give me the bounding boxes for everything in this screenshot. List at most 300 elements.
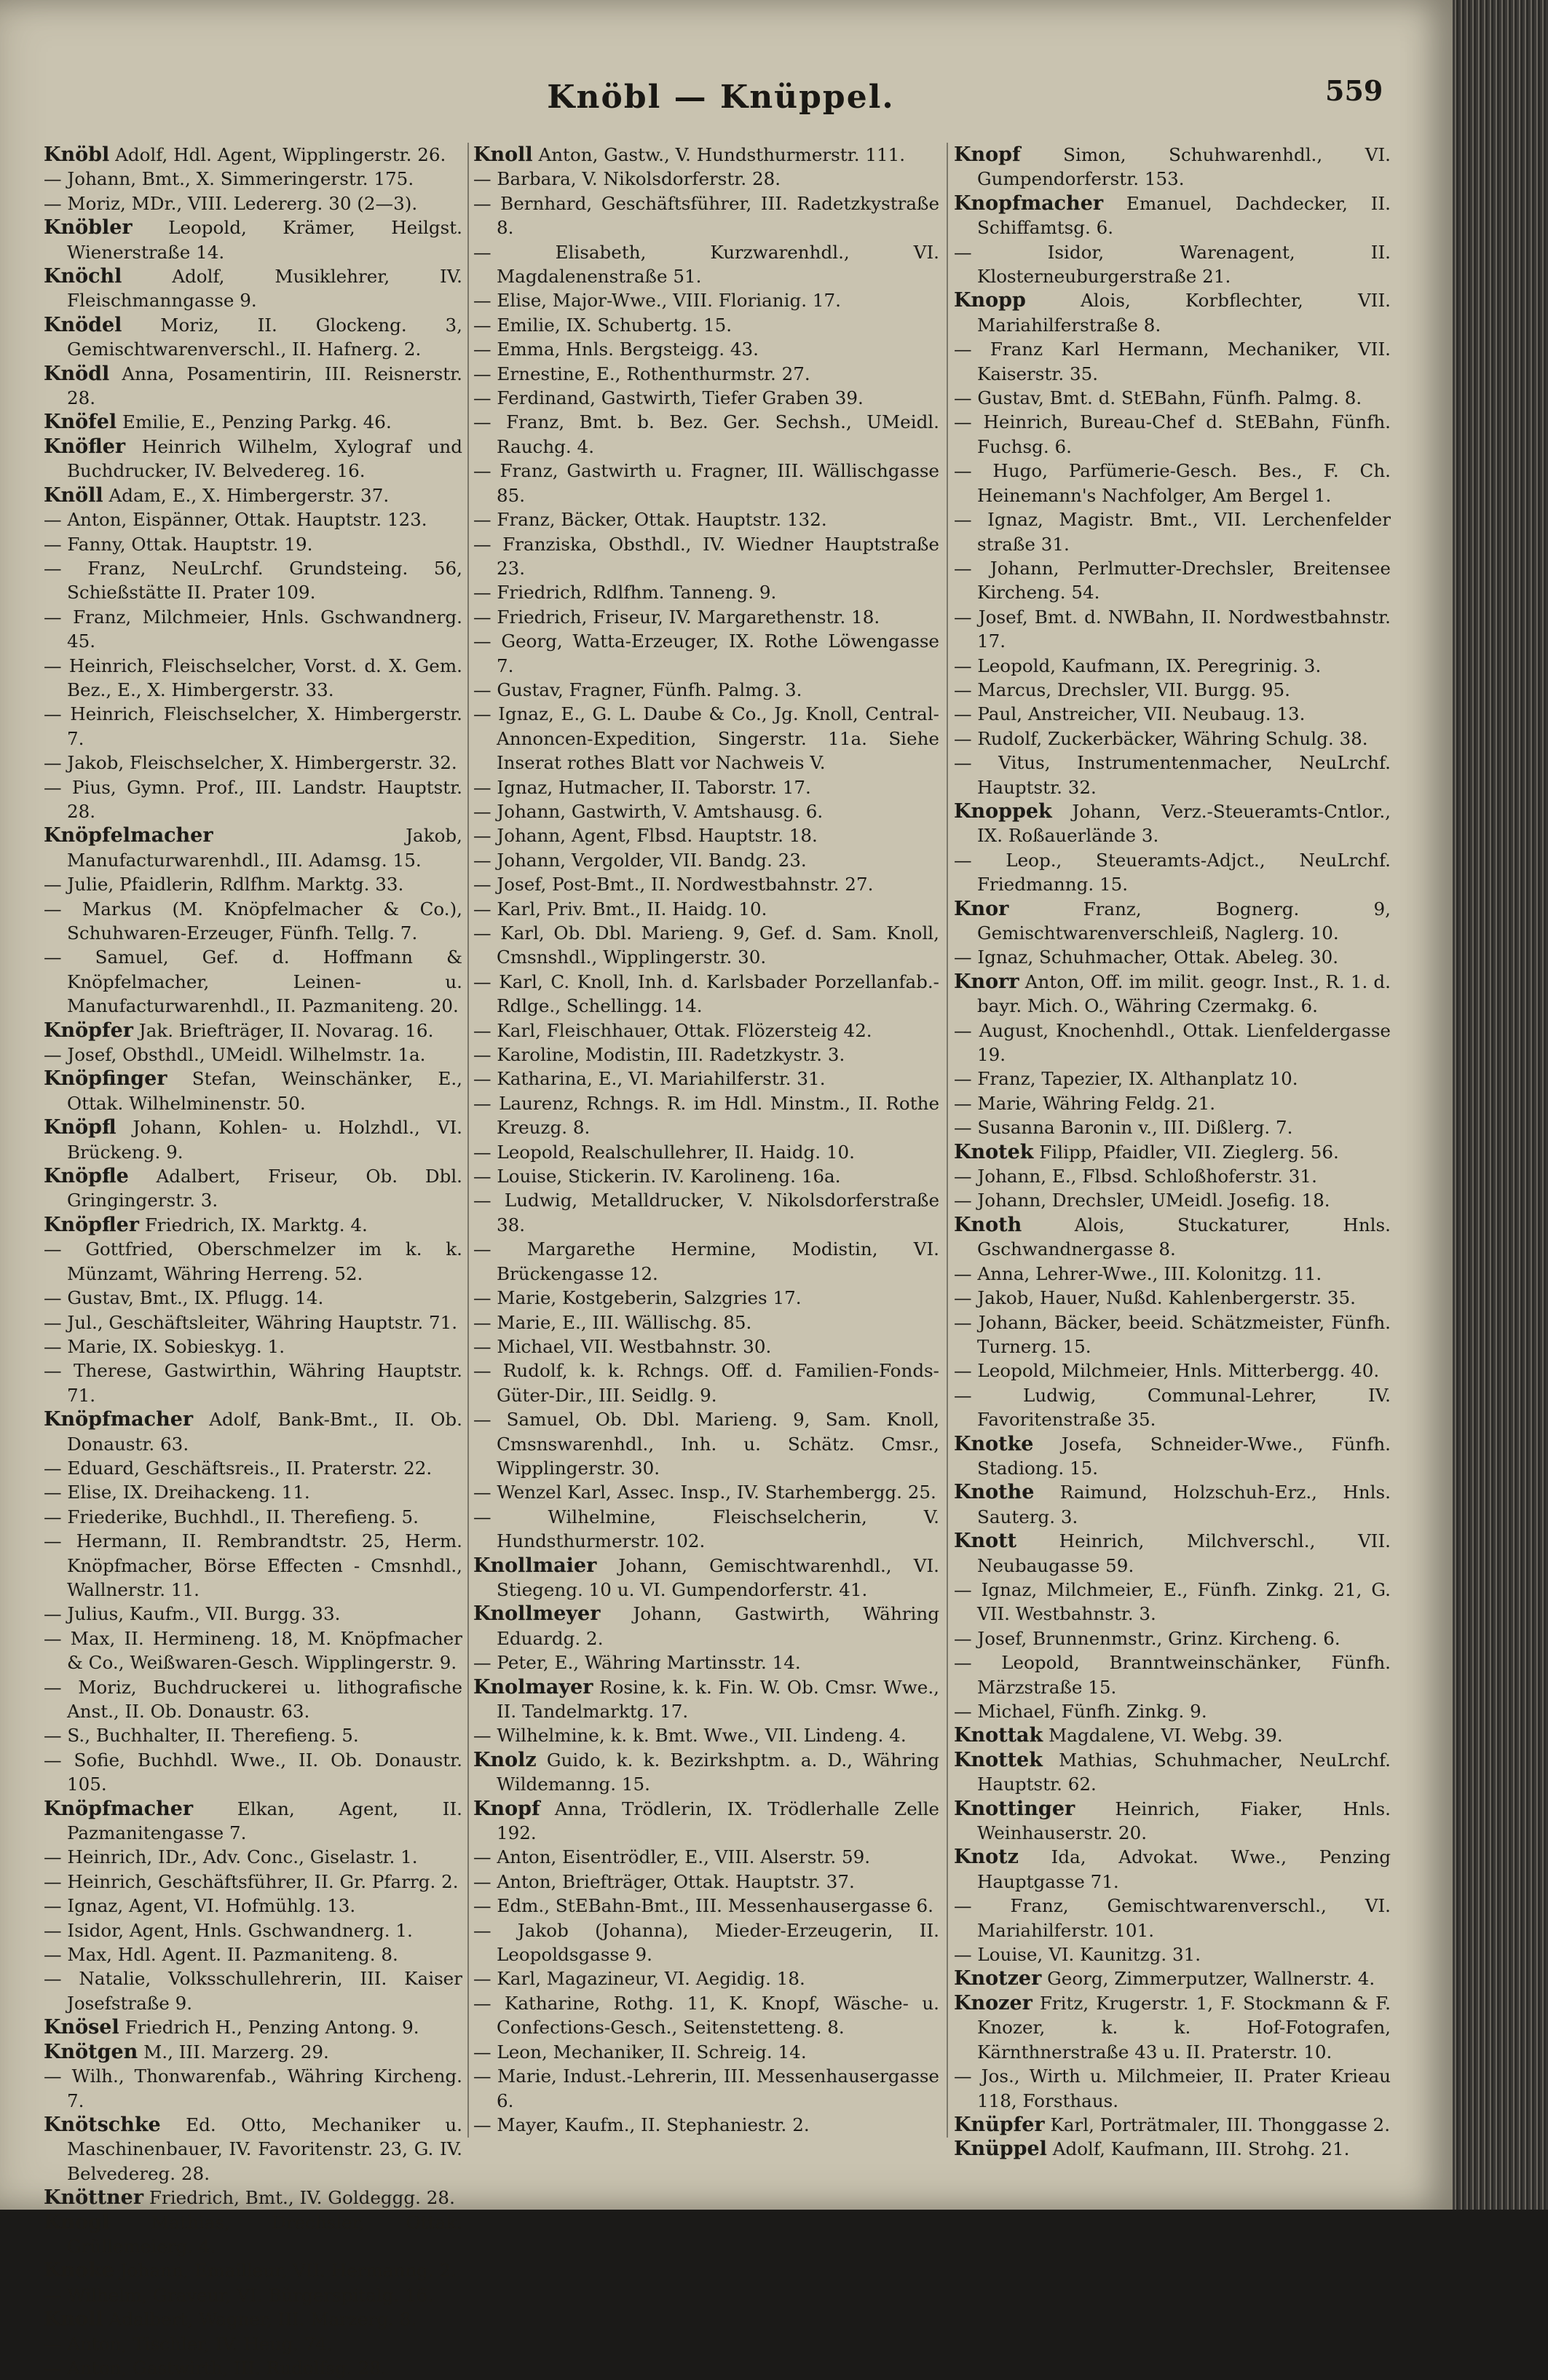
entry-details: — Ernestine, E., Rothenthurmstr. 27. [473, 363, 810, 384]
directory-entry [954, 1699, 1391, 1723]
entry-details: — Sofie, Buchhdl. Wwe., II. Ob. Donaustr. 105. [44, 1749, 462, 1795]
directory-entry [44, 945, 462, 1018]
entry-details: — Ignaz, Milchmeier, E., Fünfh. Zinkg. 21, G. VII. Westbahnstr. 3. [954, 1578, 1391, 1625]
entry-details: — Heinrich, Fleischselcher, X. Himbergerstr. 7. [44, 703, 462, 749]
entry-details: — Julius, Kaufm., VII. Burgg. 33. [44, 1603, 341, 1625]
directory-entry [473, 799, 939, 823]
entry-details: Emilie, E., Penzing Parkg. 46. [117, 411, 392, 433]
directory-entry [44, 1213, 462, 1237]
directory-entry [473, 1602, 939, 1650]
entry-surname: Knöbler [44, 216, 133, 240]
directory-entry [44, 313, 462, 362]
directory-entry [44, 2113, 462, 2186]
entry-details: — Johann, Drechsler, UMeidl. Josefig. 18. [954, 1190, 1330, 1211]
directory-entry [473, 288, 939, 312]
directory-entry [473, 386, 939, 410]
entry-details: — Leopold, Branntweinschänker, Fünfh. Märzstraße 15. [954, 1652, 1391, 1698]
entry-details: Adolf, Bank-Bmt., II. Ob. Donaustr. 63. [66, 1409, 462, 1455]
entry-details: — Isidor, Warenagent, II. Klosterneuburgerstraße 21. [954, 241, 1391, 288]
entry-surname: Knötschke [44, 2113, 161, 2136]
entry-details: — Wenzel Karl, Assec. Insp., IV. Starhembergg. 25. [473, 1482, 936, 1503]
directory-entry [473, 1723, 939, 1747]
directory-entry [44, 507, 462, 531]
entry-surname: Knolmayer [473, 1675, 593, 1699]
directory-entry [44, 1067, 462, 1115]
entry-details: — Anton, Briefträger, Ottak. Hauptstr. 37. [473, 1870, 855, 1892]
directory-entry [954, 1578, 1391, 1626]
entry-details: Jak. Briefträger, II. Novarag. 16. [133, 1019, 434, 1041]
directory-entry [954, 337, 1391, 386]
directory-entry [954, 1723, 1391, 1747]
directory-entry [44, 1456, 462, 1480]
entry-details: — Samuel, Gef. d. Hoffmann & Knöpfelmacher, Leinen- u. Manufacturwarenhdl., II. Pazmaniteng. 20. [44, 946, 462, 1017]
entry-details: — Johann, Perlmutter-Drechsler, Breitensee Kircheng. 54. [954, 557, 1391, 604]
entry-details: — Margarethe Hermine, Modistin, VI. Brückengasse 12. [473, 1238, 939, 1284]
column-divider [467, 143, 469, 2138]
entry-surname: Knottek [954, 1748, 1043, 1771]
entry-surname: Knösel [44, 2016, 119, 2039]
directory-entry [44, 264, 462, 313]
entry-details: — Gustav, Bmt., IX. Pflugg. 14. [44, 1287, 324, 1309]
entry-details: — Heinrich, IDr., Adv. Conc., Giselastr. 1. [44, 1846, 418, 1868]
entry-surname: Knopf [473, 1797, 540, 1820]
directory-entry [473, 143, 939, 167]
entry-details: — Leopold, Kaufmann, IX. Peregrinig. 3. [954, 655, 1322, 676]
entry-details: — Leopold, Realschullehrer, II. Haidg. 10. [473, 1141, 855, 1163]
entry-details: — Heinrich, Geschäftsführer, II. Gr. Pfarrg. 2. [44, 1870, 459, 1892]
entry-surname: Knoke [44, 2259, 114, 2282]
directory-entry [44, 2356, 462, 2380]
directory-entry [44, 2283, 462, 2307]
entry-details: — Friedrich, Rdlfhm. Tanneng. 9. [473, 582, 777, 604]
entry-details: Simon, Schuhwarenhdl., VI. Gumpendorferstr. 153. [976, 144, 1391, 190]
directory-entry [44, 1966, 462, 2015]
entry-details: — Paul, Anstreicher, VII. Neubaug. 13. [954, 703, 1306, 725]
directory-entry [473, 921, 939, 970]
directory-entry [954, 897, 1391, 946]
directory-entry [473, 1237, 939, 1286]
entry-details: Adolf, Musiklehrer, IV. Fleischmanngasse 9. [66, 266, 462, 312]
directory-entry [954, 605, 1391, 654]
directory-entry [473, 897, 939, 921]
directory-entry [44, 362, 462, 411]
directory-entry [473, 1797, 939, 1846]
directory-entry [473, 1991, 939, 2040]
directory-entry [44, 143, 462, 167]
entry-details: — Ignaz, Hutmacher, II. Taborstr. 17. [473, 776, 811, 798]
entry-details: — Markus (M. Knöpfelmacher & Co.), Schuhwaren-Erzeuger, Fünfh. Tellg. 7. [44, 898, 462, 944]
directory-entry [954, 1213, 1391, 1262]
directory-entry [954, 2113, 1391, 2137]
directory-entry [954, 191, 1391, 240]
entry-details: — Ignaz, E., G. L. Daube & Co., Jg. Knoll, Central-Annoncen-Expedition, Singerstr. 11a. Siehe Inserat rothes Blatt vor Nachweis V. [473, 703, 939, 774]
directory-entry [44, 605, 462, 654]
entry-details: — Natalie, Volksschullehrerin, III. Kaiser Josefstraße 9. [44, 1968, 462, 2014]
entry-details: — Michael, Fünfh. Zinkg. 9. [954, 1701, 1207, 1722]
entry-details: — Isidor, Agent, Hnls. Gschwandnerg. 1. [44, 1919, 413, 1941]
directory-entry [473, 1675, 939, 1724]
entry-details: — Emma, Hnls. Bergsteigg. 43. [473, 339, 759, 360]
directory-entry [44, 2186, 462, 2210]
directory-entry [473, 1918, 939, 1967]
entry-details: — Max, Hdl. Agent. II. Pazmaniteng. 8. [44, 1944, 398, 1966]
entry-details: Jakob, Manufacturwarenhdl., III. Adamsg. 15. [66, 825, 462, 871]
entry-surname: Knopp [954, 289, 1026, 312]
entry-surname: Knüppel [954, 2138, 1047, 2161]
entry-details: — Jos., Wirth u. Milchmeier, II. Prater Krieau 118, Forsthaus. [954, 2065, 1391, 2111]
entry-details: — Moriz, Buchdruckerei u. lithografische Anst., II. Ob. Donaustr. 63. [44, 1676, 462, 1722]
entry-details: — Ferdinand, Gastwirth, Tiefer Graben 39. [473, 387, 864, 409]
entry-surname: Knottak [954, 1724, 1043, 1747]
directory-entry [954, 1359, 1391, 1383]
entry-details: Emanuel, Dachdecker, II. Schiffamtsg. 6. [976, 192, 1391, 239]
entry-details: — Jakob (Johanna), Mieder-Erzeugerin, II. Leopoldsgasse 9. [473, 1919, 939, 1966]
directory-entry [44, 167, 462, 191]
entry-details: — Franz, Bäcker, Ottak. Hauptstr. 132. [473, 509, 827, 531]
entry-details: — Wilhelmine, k. k. Bmt. Wwe., VII. Lindeng. 4. [473, 1725, 907, 1747]
directory-entry [473, 167, 939, 191]
entry-details: — Bernhard, Geschäftsführer, III. Radetzkystraße 8. [473, 192, 939, 239]
directory-entry [44, 1043, 462, 1067]
entry-details: Anna, Trödlerin, IX. Trödlerhalle Zelle 192. [496, 1798, 939, 1844]
entry-surname: Knottinger [954, 1797, 1075, 1820]
directory-entry [954, 1942, 1391, 1966]
entry-details: — Josef, Bmt. d. NWBahn, II. Nordwestbahnstr. 17. [954, 606, 1391, 652]
directory-entry [44, 1845, 462, 1869]
entry-details: Stefan, Weinschänker, E., Ottak. Wilhelminenstr. 50. [66, 1068, 462, 1114]
directory-entry [44, 1335, 462, 1359]
entry-details: — Elise, IX. Dreihackeng. 11. [44, 1482, 310, 1503]
entry-details: Magdalene, VI. Webg. 39. [1043, 1725, 1283, 1747]
entry-details: Johann, Gemischtwarenhdl., VI. Stiegeng. 10 u. VI. Gumpendorferstr. 41. [496, 1554, 939, 1600]
entry-surname: Knötgen [44, 2040, 138, 2063]
directory-entry [473, 605, 939, 629]
entry-details: — Therese, Gastwirthin, Währing Hauptstr. 71. [44, 1360, 462, 1406]
directory-entry [954, 1480, 1391, 1529]
directory-entry [473, 410, 939, 459]
entry-surname: Knozer [954, 1991, 1032, 2015]
entry-details: — Julie, Pfaidlerin, Rdlfhm. Marktg. 33. [44, 874, 404, 896]
directory-entry [473, 1164, 939, 1188]
entry-details: — Karl, Magazineur, VI. Aegidig. 18. [473, 1968, 805, 1990]
directory-entry [44, 1310, 462, 1335]
entry-details: Franz, Bognerg. 9, Gemischtwarenverschleiß, Naglerg. 10. [976, 898, 1391, 944]
directory-entry [44, 216, 462, 264]
directory-entry [44, 872, 462, 896]
entry-details: — Ludwig, Metalldrucker, V. Nikolsdorferstraße 38. [473, 1190, 939, 1236]
entry-surname: Knoppek [954, 799, 1052, 823]
entry-details: — Samuel, Ob. Dbl. Marieng. 9, Sam. Knoll, Cmsnswarenhdl., Inh. u. Schätz. Cmsr., Wipplingerstr. 30. [473, 1409, 939, 1479]
entry-surname: Knogl [44, 2210, 110, 2234]
directory-entry [473, 1140, 939, 1164]
directory-entry [473, 1043, 939, 1067]
directory-entry [44, 1286, 462, 1310]
directory-entry [44, 2307, 462, 2331]
entry-details: Ed. Otto, Mechaniker u. Maschinenbauer, IV. Favoritenstr. 23, G. IV. Belvedereg. 28. [66, 2114, 462, 2184]
directory-entry [954, 945, 1391, 969]
directory-entry [44, 702, 462, 751]
entry-details: — Katharine, Rothg. 11, K. Knopf, Wäsche- u. Confections-Gesch., Seitenstetteng. 8. [473, 1992, 939, 2039]
entry-details: — Wilh., Thonwarenfab., Währing Kircheng. 7. [44, 2065, 462, 2111]
entry-details: — Anton, Tischler, IV. Heug. 74. [44, 2333, 333, 2355]
directory-entry [44, 532, 462, 556]
entry-surname: Knor [954, 897, 1009, 920]
entry-details: — Karl, Priv. Bmt., II. Haidg. 10. [473, 898, 767, 920]
entry-surname: Knorr [954, 970, 1019, 993]
directory-entry [473, 2113, 939, 2137]
entry-details: — Marie, Kostgeberin, Salzgries 17. [473, 1287, 802, 1309]
entry-details: — Wilhelmine, Fleischselcherin, V. Hundsthurmerstr. 102. [473, 1506, 939, 1552]
entry-details: — Franz, NeuLrchf. Grundsteing. 56, Schießstätte II. Prater 109. [44, 557, 462, 604]
entry-details: — Franz, Bmt. b. Bez. Ger. Sechsh., UMeidl. Rauchg. 4. [473, 411, 939, 457]
directory-entry [473, 1359, 939, 1407]
directory-entry [954, 1019, 1391, 1067]
entry-surname: Knollmaier [473, 1554, 597, 1577]
entry-details: Alois, Stuckaturer, Hnls. Gschwandnergasse 8. [976, 1214, 1391, 1260]
page-number: 559 [1325, 74, 1383, 107]
directory-entry [44, 1019, 462, 1043]
directory-entry [44, 1505, 462, 1529]
directory-entry [44, 1942, 462, 1966]
entry-details: — Johann, Gastwirth, V. Amtshausg. 6. [473, 800, 824, 822]
running-head: Knöbl — Knüppel. [547, 79, 895, 116]
entry-surname: Knüpfer [954, 2113, 1045, 2136]
entry-details: — Hugo, Parfümerie-Gesch. Bes., F. Ch. Heinemann's Nachfolger, Am Bergel 1. [954, 460, 1391, 506]
directory-entry [954, 1432, 1391, 1481]
directory-entry [954, 507, 1391, 556]
entry-surname: Knotek [954, 1140, 1034, 1163]
entry-details: Anna, Posamentirin, III. Reisnerstr. 28. [66, 363, 462, 409]
directory-entry [44, 1723, 462, 1747]
page-header [0, 70, 1453, 135]
directory-entry [954, 1650, 1391, 1699]
directory-column-2 [473, 143, 939, 2167]
entry-details: — Elise, Major-Wwe., VIII. Florianig. 17. [473, 290, 842, 312]
directory-entry [473, 1480, 939, 1504]
entry-surname: Knödl [44, 362, 110, 385]
entry-surname: Knothe [954, 1481, 1035, 1504]
entry-details: Heinrich, Milchverschl., VII. Neubaugasse 59. [976, 1530, 1391, 1576]
entry-details: — Jakob, Fleischselcher, X. Himbergerstr. 32. [44, 752, 457, 774]
entry-details: Filipp, Pfaidler, VII. Zieglerg. 56. [1033, 1141, 1339, 1163]
entry-details: — Anton, Gastwirth, III. Rudolfsg. 28. [44, 2357, 387, 2379]
entry-details: — Ignaz, Agent, VI. Hofmühlg. 13. [44, 1895, 356, 1917]
entry-details: — Friederike, Buchhdl., II. Therefieng. 5. [44, 1506, 419, 1527]
directory-entry [44, 2332, 462, 2356]
directory-column-3 [954, 143, 1391, 2167]
entry-details: — Anton, Eisentrödler, E., VIII. Alserstr. 59. [473, 1846, 871, 1868]
entry-details: — Marie, IX. Sobieskyg. 1. [44, 1335, 285, 1357]
directory-entry [473, 823, 939, 847]
directory-entry [473, 702, 939, 775]
directory-entry [44, 1748, 462, 1797]
entry-details: — S., Buchhalter, II. Therefieng. 5. [44, 1725, 359, 1747]
entry-details: — Heinrich, Fleischselcher, Vorst. d. X. Gem. Bez., E., X. Himbergerstr. 33. [44, 655, 462, 700]
entry-details: Anton, Off. im milit. geogr. Inst., R. 1. d. bayr. Mich. O., Währing Czermakg. 6. [976, 970, 1391, 1017]
entry-details: — Josef, Brunnenmstr., Grinz. Kircheng. 6. [954, 1627, 1340, 1649]
entry-details: Elkan, Agent, II. Pazmanitengasse 7. [66, 1798, 462, 1844]
directory-entry [44, 775, 462, 824]
entry-details: Adalbert, Friseur, Ob. Dbl. Gringingerstr. 3. [66, 1166, 462, 1211]
entry-details: — Georg, Watta-Erzeuger, IX. Rothe Löwengasse 7. [473, 630, 939, 676]
directory-entry [473, 1335, 939, 1359]
directory-entry [44, 1359, 462, 1407]
entry-details: — Rudolf, Zuckerbäcker, Währing Schulg. 38. [954, 727, 1368, 749]
book-page-edges [1453, 0, 1548, 2210]
entry-details: — Elisabeth, Kurzwarenhdl., VI. Magdalenenstraße 51. [473, 241, 939, 288]
directory-entry [954, 1748, 1391, 1797]
entry-details: — Johann, Bäcker, beeid. Schätzmeister, Fünfh. Turnerg. 15. [954, 1311, 1391, 1357]
directory-entry [954, 848, 1391, 897]
entry-details: Johann, Emailleur, VII. Hermanng. 2. [114, 2260, 457, 2282]
directory-entry [954, 1529, 1391, 1578]
entry-details: Johann, Gastwirth, Währing Eduardg. 2. [496, 1603, 939, 1649]
entry-details: — Marie, Währing Feldg. 21. [954, 1092, 1216, 1114]
entry-details: Adolf, Hdl. Agent, Wipplingerstr. 26. [109, 144, 446, 165]
directory-entry [954, 240, 1391, 289]
entry-details: — Johann, Vergolder, VII. Bandg. 23. [473, 849, 807, 871]
entry-details: Guido, k. k. Bezirkshptm. a. D., Währing Wildemanng. 15. [496, 1749, 939, 1795]
directory-entry [954, 2064, 1391, 2113]
entry-details: — Wilhelm, Graveur, VI. Bürgerspitalg. 16. [44, 2284, 434, 2306]
directory-entry [954, 459, 1391, 507]
entry-details: Rosine, k. k. Fin. W. Ob. Cmsr. Wwe., II. Tandelmarktg. 17. [496, 1676, 939, 1722]
directory-entry [473, 240, 939, 289]
entry-details: — Franz, Milchmeier, Hnls. Gschwandnerg. 45. [44, 606, 462, 652]
directory-entry [954, 410, 1391, 459]
directory-entry [44, 2258, 462, 2282]
entry-details: — Franz, Gastwirth u. Fragner, III. Wällischgasse 85. [473, 460, 939, 506]
directory-entry [473, 1286, 939, 1310]
entry-details: — Karl, C. Knoll, Inh. d. Karlsbader Porzellanfab.-Rdlge., Schellingg. 14. [473, 970, 939, 1017]
column-divider [947, 143, 948, 2138]
directory-entry [954, 970, 1391, 1019]
entry-details: — Anton, Eispänner, Ottak. Hauptstr. 123. [44, 509, 427, 531]
directory-entry [954, 1383, 1391, 1432]
entry-details: Heinrich, Fiaker, Hnls. Weinhauserstr. 20. [976, 1798, 1391, 1844]
entry-details: — Karoline, Modistin, III. Radetzkystr. 3. [473, 1044, 845, 1066]
entry-details: — Franziska, Obsthdl., IV. Wiedner Hauptstraße 23. [473, 533, 939, 579]
directory-entry [473, 1188, 939, 1237]
directory-entry [473, 2040, 939, 2064]
directory-entry [954, 386, 1391, 410]
entry-surname: Knöpfinger [44, 1067, 167, 1091]
entry-details: — Mayer, Kaufm., II. Stephaniestr. 2. [473, 2114, 810, 2135]
entry-details: Adolf, Kaufmann, III. Strohg. 21. [1046, 2138, 1350, 2160]
directory-entry [44, 1480, 462, 1504]
entry-surname: Knöttner [44, 2186, 144, 2210]
entry-details: — Gustav, Fragner, Fünfh. Palmg. 3. [473, 679, 802, 700]
entry-details: — Hermann, II. Rembrandtstr. 25, Herm. Knöpfmacher, Börse Effecten - Cmsnhdl., Wallnerstr. 11. [44, 1530, 462, 1600]
entry-surname: Knöll [44, 483, 103, 507]
entry-details: — Karl, Fleischhauer, Ottak. Flözersteig 42. [473, 1019, 872, 1041]
directory-entry [44, 2015, 462, 2039]
entry-details: Friedrich, IX. Marktg. 4. [139, 1214, 368, 1236]
entry-details: — Louise, Stickerin. IV. Karolineng. 16a. [473, 1166, 841, 1187]
entry-details: — Peter, E., Währing Martinsstr. 14. [473, 1652, 801, 1674]
entry-details: — Leopold, Milchmeier, Hnls. Mitterbergg. 40. [954, 1360, 1380, 1382]
directory-entry [954, 702, 1391, 726]
entry-details: — Edm., StEBahn-Bmt., III. Messenhausergasse 6. [473, 1895, 933, 1917]
entry-details: — Johann, Bmt., X. Simmeringerstr. 175. [44, 168, 414, 190]
entry-surname: Knoth [954, 1213, 1022, 1236]
directory-entry [473, 507, 939, 531]
directory-entry [44, 2064, 462, 2113]
entry-details: Karl, Porträtmaler, III. Thonggasse 2. [1044, 2114, 1391, 2135]
entry-details: — Jul., Geschäftsleiter, Währing Hauptstr. 71. [44, 1311, 458, 1333]
directory-entry [44, 1894, 462, 1918]
directory-entry [44, 823, 462, 872]
directory-entry [473, 775, 939, 799]
directory-entry [44, 1602, 462, 1626]
entry-details: — Susanna Baronin v., III. Dißlerg. 7. [954, 1117, 1293, 1139]
directory-entry [473, 970, 939, 1019]
entry-details: Leopold, Krämer, Heilgst. Wienerstraße 14. [66, 217, 462, 263]
directory-entry [473, 678, 939, 702]
directory-entry [44, 1115, 462, 1164]
entry-details: — Louise, VI. Kaunitzg. 31. [954, 1944, 1201, 1966]
directory-entry [44, 751, 462, 775]
directory-entry [44, 2040, 462, 2064]
entry-details: Fritz, Krugerstr. 1, F. Stockmann & F. Knozer, k. k. Hof-Fotografen, Kärnthnerstraße 43 u. II. Praterstr. 10. [976, 1992, 1391, 2063]
entry-details: Adam, E., X. Himbergerstr. 37. [103, 484, 390, 506]
entry-details: — Gustav, Bmt. d. StEBahn, Fünfh. Palmg. 8. [954, 387, 1362, 409]
directory-entry [44, 1237, 462, 1286]
entry-surname: Knöchl [44, 265, 122, 288]
entry-details: — Ludwig, Communal-Lehrer, IV. Favoritenstraße 35. [954, 1384, 1391, 1431]
directory-entry [473, 1505, 939, 1554]
directory-entry [954, 727, 1391, 751]
entry-details: — Josef, Obsthdl., UMeidl. Wilhelmstr. 1a. [44, 1044, 426, 1066]
entry-details: — Heinrich, Bureau-Chef d. StEBahn, Fünfh. Fuchsg. 6. [954, 411, 1391, 457]
entry-surname: Knopfmacher [954, 191, 1104, 215]
entry-details: — Ignaz, Schuhmacher, Ottak. Abeleg. 30. [954, 946, 1339, 968]
directory-entry [44, 654, 462, 703]
entry-surname: Knolz [473, 1748, 537, 1771]
entry-details: — Marie, Indust.-Lehrerin, III. Messenhausergasse 6. [473, 2065, 939, 2111]
directory-entry [954, 143, 1391, 191]
directory-entry [954, 2137, 1391, 2161]
entry-details: Adalbert, Wagner, III. Marzerg. 8. [103, 2309, 417, 2330]
directory-entry [473, 1019, 939, 1043]
entry-surname: Knoll [44, 2308, 103, 2331]
entry-details: Raimund, Holzschuh-Erz., Hnls. Sauterg. 3. [976, 1482, 1391, 1527]
directory-entry [44, 483, 462, 507]
entry-surname: Knöpfmacher [44, 1797, 194, 1820]
entry-details: — Ignaz, Magistr. Bmt., VII. Lerchenfelder straße 31. [954, 509, 1391, 555]
directory-entry [954, 288, 1391, 337]
directory-entry [473, 191, 939, 240]
directory-entry [954, 1091, 1391, 1115]
directory-entry [473, 2064, 939, 2113]
directory-entry [954, 1067, 1391, 1091]
entry-details: — Karl, Ob. Dbl. Marieng. 9, Gef. d. Sam. Knoll, Cmsnshdl., Wipplingerstr. 30. [473, 922, 939, 968]
directory-entry [473, 337, 939, 361]
entry-surname: Knöpfer [44, 1019, 134, 1042]
entry-surname: Knotz [954, 1846, 1019, 1869]
entry-details: — Vitus, Instrumentenmacher, NeuLrchf. Hauptstr. 32. [954, 752, 1391, 798]
entry-surname: Knoll [473, 143, 533, 166]
entry-details: Anton, Gastw., V. Hundsthurmerstr. 111. [532, 144, 906, 165]
directory-entry [954, 799, 1391, 848]
directory-entry [473, 1310, 939, 1335]
entry-details: Friedrich H., Penzing Antong. 9. [119, 2017, 419, 2039]
entry-details: — Josef, Post-Bmt., II. Nordwestbahnstr. 27. [473, 874, 874, 896]
entry-details: Josefa, Schneider-Wwe., Fünfh. Stadiong. 15. [976, 1433, 1391, 1479]
directory-entry [44, 1797, 462, 1846]
entry-details: — Johann, Agent, Flbsd. Hauptstr. 18. [473, 825, 818, 847]
entry-details: Heinrich Wilhelm, Xylograf und Buchdrucker, IV. Belvedereg. 16. [66, 435, 462, 482]
